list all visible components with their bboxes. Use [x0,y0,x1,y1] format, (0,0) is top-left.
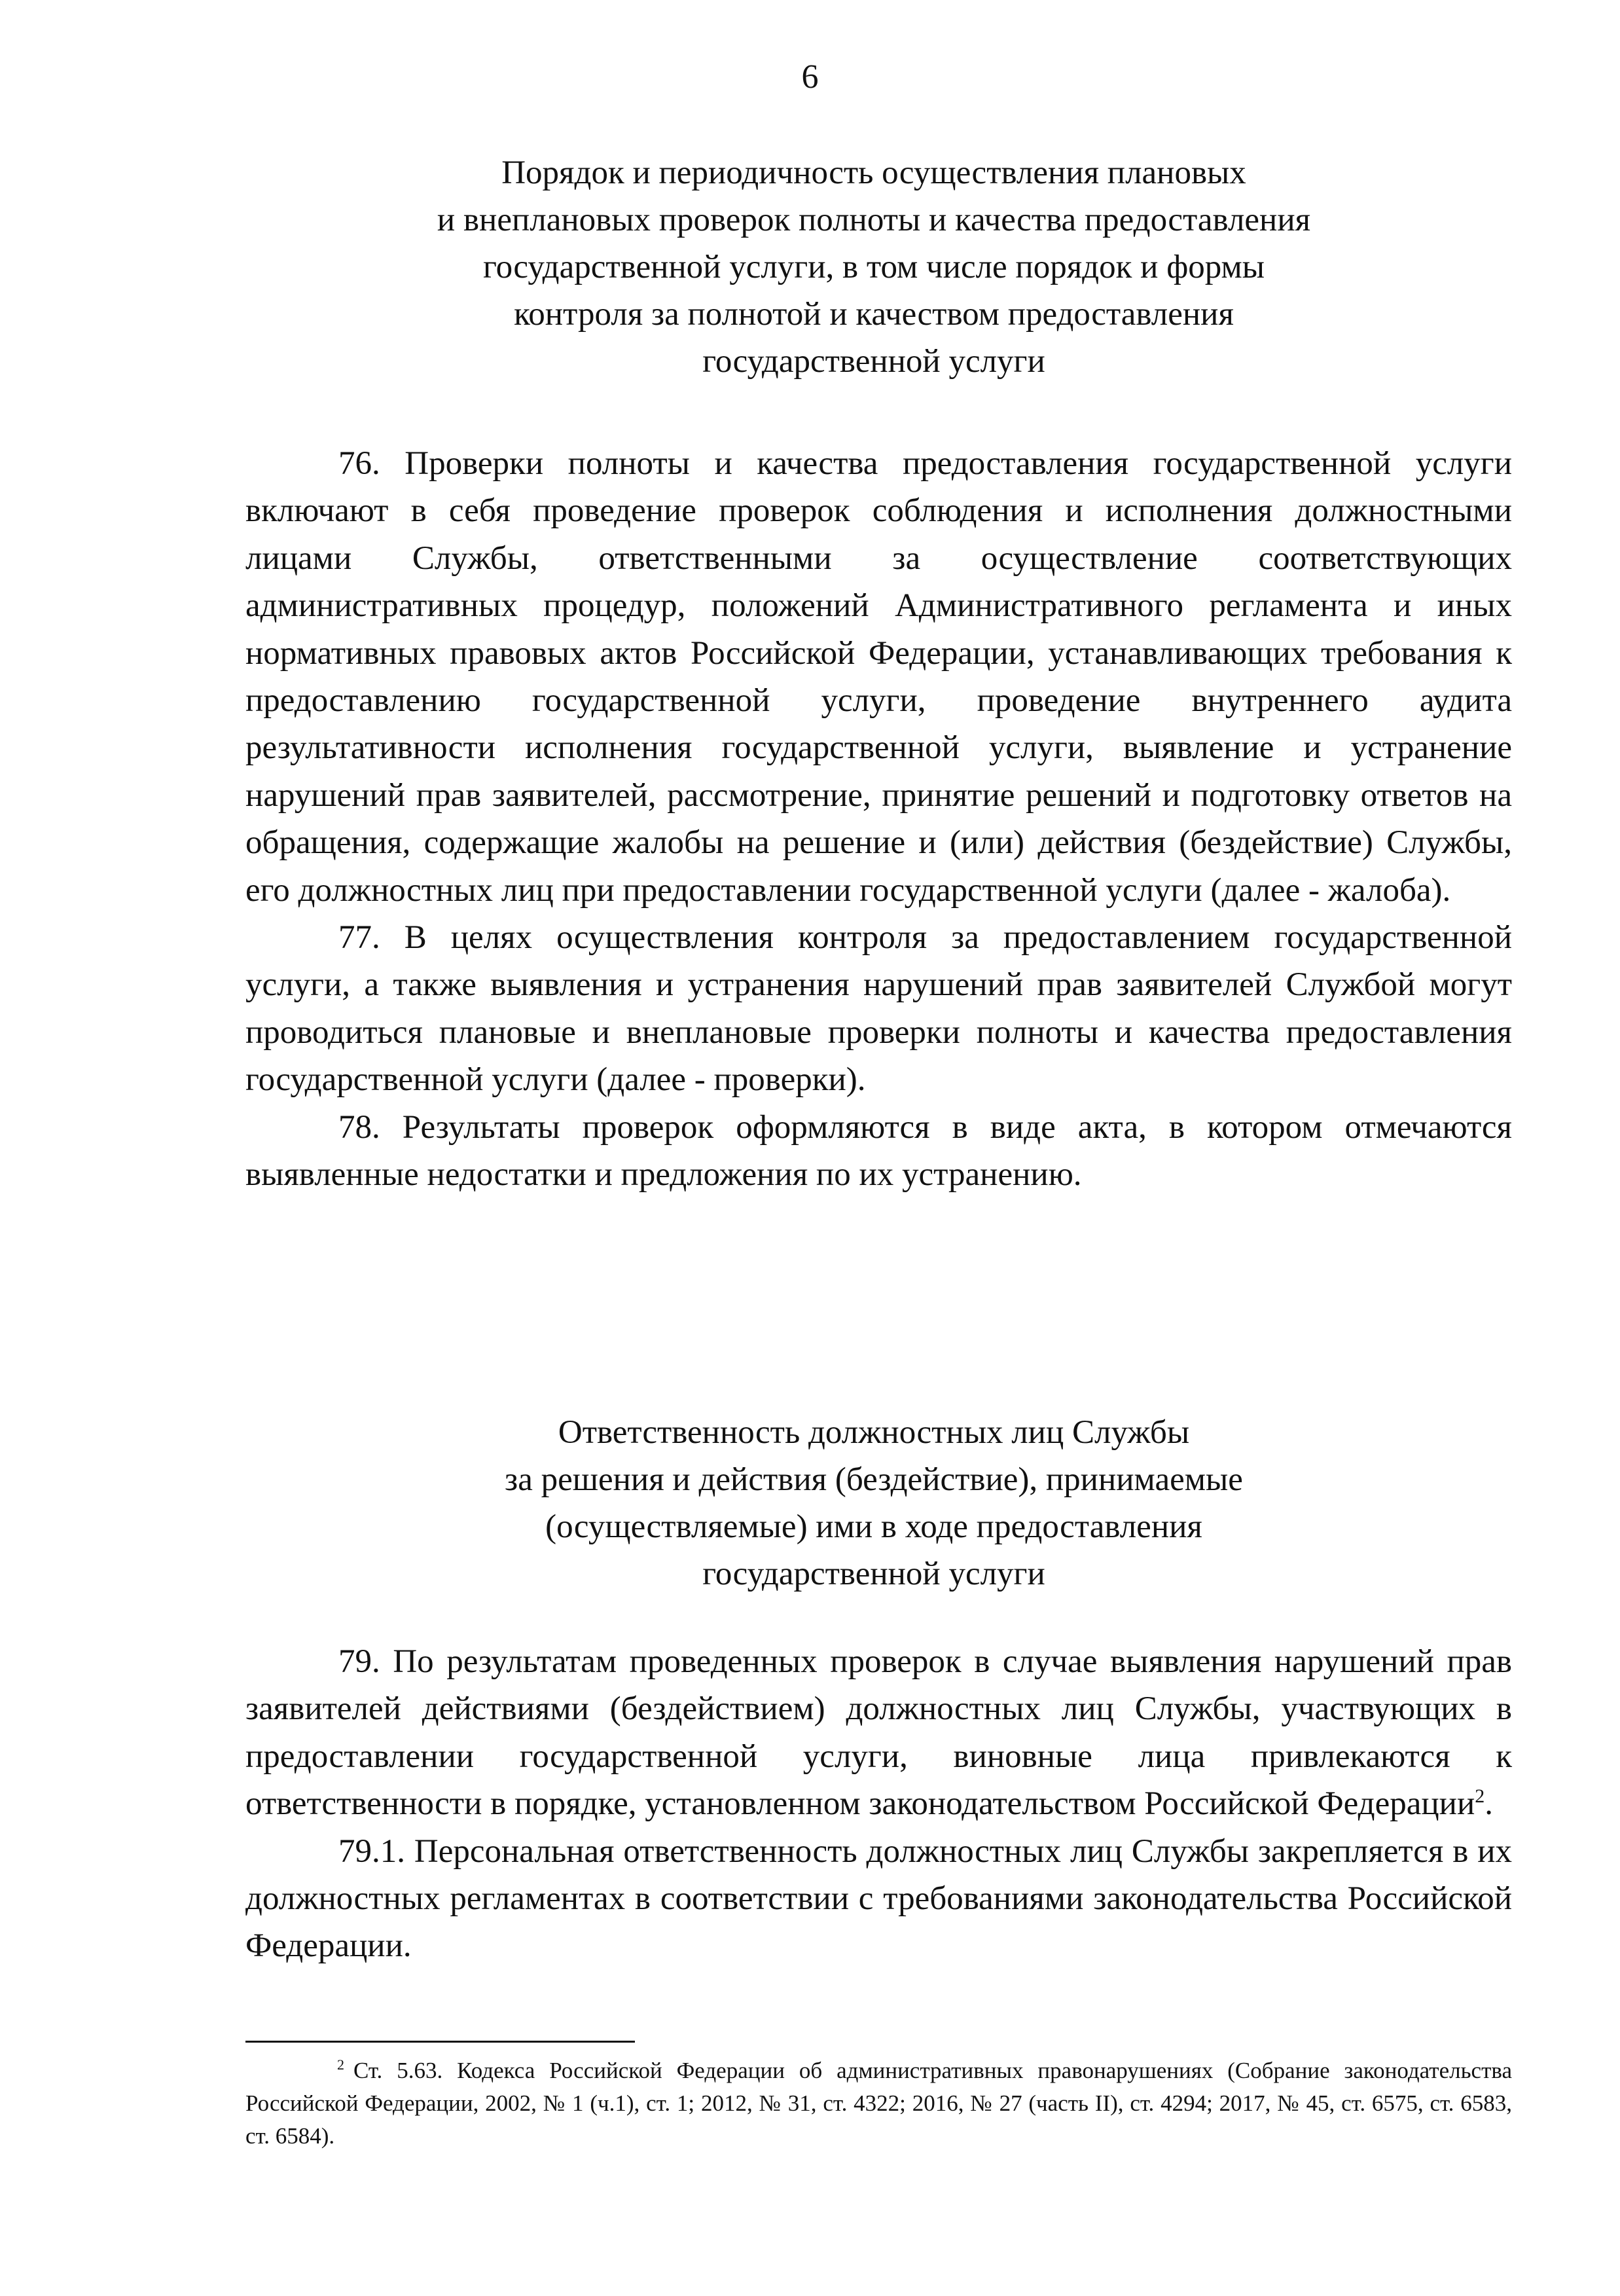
heading-line: и внеплановых проверок полноты и качества предоставления [437,202,1311,238]
heading-line: государственной услуги, в том числе порядок и формы [482,249,1265,285]
paragraph-79 [245,1638,1512,1828]
footnote-separator [245,2041,635,2043]
heading-line: (осуществляемые) ими в ходе предоставления [545,1508,1202,1545]
heading-line: Ответственность должностных лиц Службы [558,1414,1190,1451]
footnote-text: Ст. 5.63. Кодекса Российской Федерации об административных правонарушениях (Собрание законодательства Российской Федерации, 2002, № 1 (ч.1), ст. 1; 2012, № 31, ст. 4322; 2016, № 27 (часть II), ст. 4294; 2017, № 45, ст. 6575, ст. 6583, ст. 6584). [245,2058,1512,2149]
footnote-mark: 2 [337,2056,344,2073]
paragraph-78: 78. Результаты проверок оформляются в виде акта, в котором отмечаются выявленные недостатки и предложения по их устранению. [245,1108,1512,1194]
heading-line: государственной услуги [702,343,1045,380]
paragraph-76: 76. Проверки полноты и качества предоставления государственной услуги включают в себя проведение проверок соблюдения и исполнения должностными лицами Службы, ответственными за осуществление соответствующих административных процедур, положений Административного регламента и иных нормативных правовых актов Российской Федерации, устанавливающих требования к предоставлению государственной услуги, проведение внутреннего аудита результативности исполнения государственной услуги, выявление и устранение нарушений прав заявителей, рассмотрение, принятие решений и подготовку ответов на обращения, содержащие жалобы на решение и (или) действия (бездействие) Службы, его должностных лиц при предоставлении государственной услуги (далее - жалоба). [245,445,1512,909]
heading-line: контроля за полнотой и качеством предоставления [514,296,1234,333]
page-number: 6 [801,58,819,96]
paragraph-79-1: 79.1. Персональная ответственность должностных лиц Службы закрепляется в их должностных регламентах в соответствии с требованиями законодательства Российской Федерации. [245,1832,1512,1965]
paragraph-79-text: 79. По результатам проведенных проверок в случае выявления нарушений прав заявителей действиями (бездействием) должностных лиц Службы, участвующих в предоставлении государственной услуги, виновные лица привлекаются к ответственности в порядке, установленном законодательством Российской Федерации [245,1643,1512,1823]
heading-line: за решения и действия (бездействие), принимаемые [505,1461,1243,1498]
paragraph-77: 77. В целях осуществления контроля за предоставлением государственной услуги, а также выявления и устранения нарушений прав заявителей Службой могут проводиться плановые и внеплановые проверки полноты и качества предоставления государственной услуги (далее - проверки). [245,919,1512,1099]
heading-line: государственной услуги [702,1556,1045,1592]
footnote-reference[interactable]: 2 [1475,1785,1485,1808]
section-body-control [245,440,1512,1199]
section-heading-control [249,149,1499,385]
section-heading-responsibility [249,1409,1499,1597]
heading-line: Порядок и периодичность осуществления плановых [501,155,1246,191]
section-body-responsibility [245,1638,1512,1970]
footnote [245,2054,1512,2153]
paragraph-79-end: . [1485,1785,1493,1823]
